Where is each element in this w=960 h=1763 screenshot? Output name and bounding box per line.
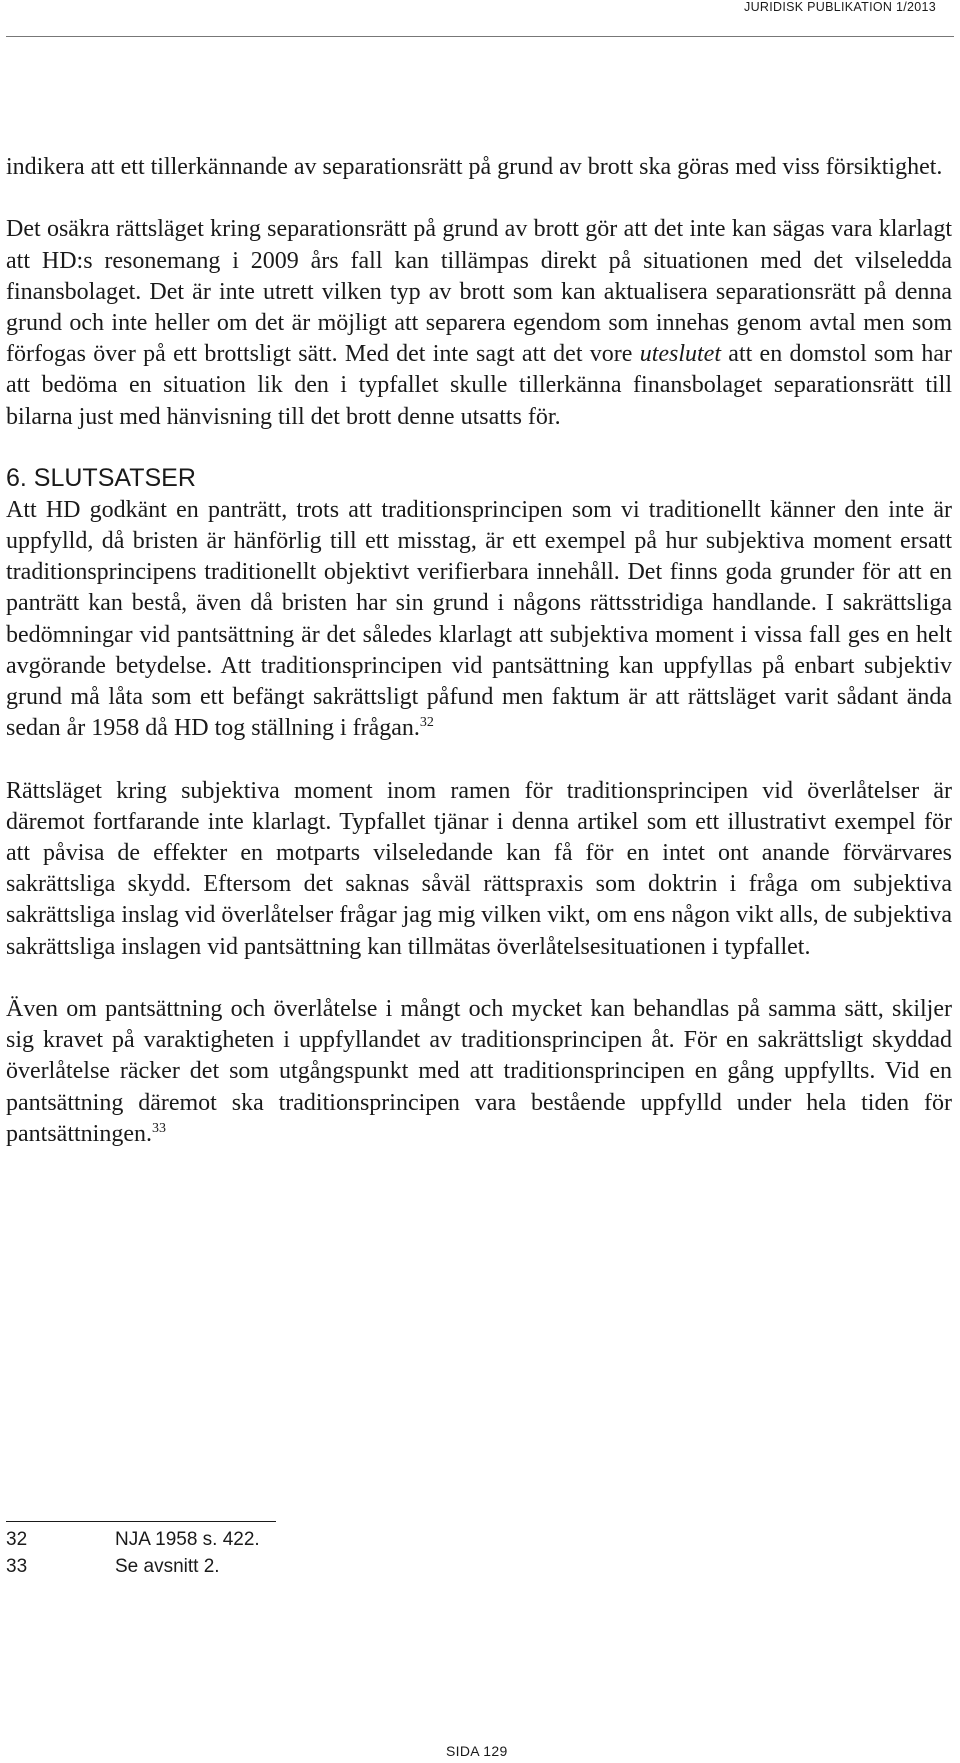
footnote-text: NJA 1958 s. 422. xyxy=(115,1529,260,1550)
paragraph xyxy=(6,495,952,745)
paragraph: Rättsläget kring subjektiva moment inom ramen för traditionsprincipen vid överlåtelser är däremot fortfarande inte klarlagt. Typfallet tjänar i denna artikel som ett illustrativt exempel för att påvisa de effekter en motparts vilseledande kan få för en intet ont anande förvärvares sakrättsliga skydd. Eftersom det saknas såväl rättspraxis som doktrin i fråga om subjektiva sakrättsliga inslag vid överlåtelser frågar jag mig vilken vikt, om ens någon vikt alls, de subjektiva sakrättsliga inslagen vid pantsättning kan tillmätas överlåtelsesituationen i typfallet. xyxy=(6,777,952,960)
page-number: SIDA 129 xyxy=(446,1743,508,1759)
footnote-text: Se avsnitt 2. xyxy=(115,1556,220,1577)
running-header: JURIDISK PUBLIKATION 1/2013 xyxy=(744,0,936,14)
paragraph xyxy=(6,214,952,432)
footnote-number: 33 xyxy=(6,1556,28,1577)
paragraph xyxy=(6,994,952,1150)
section-heading: 6. SLUTSATSER xyxy=(6,463,196,492)
paragraph-text: Att HD godkänt en panträtt, trots att traditionsprincipen som vi traditionellt känner den inte är uppfylld, då bristen är hänförlig till ett misstag, är ett exempel på hur subjektiva moment ersatt traditionsprincipens traditionellt objektivt verifierbara innehåll. Det finns goda grunder för att en panträtt kan bestå, även då bristen har sin grund i någons rättsstridiga handlande. I sakrättsliga bedömningar vid pantsättning är det således klarlagt att subjektiva moment i vissa fall ges en helt avgörande betydelse. Att traditionsprincipen vid pantsättning kan uppfyllas på enbart subjektiv grund må låta som ett befängt sakrättsligt påfund men faktum är att rättsläget varit sådant ända sedan år 1958 då HD tog ställning i frågan. xyxy=(6,496,952,742)
header-divider xyxy=(6,36,954,37)
footnote xyxy=(6,1553,260,1580)
emphasized-word: uteslutet xyxy=(639,341,722,368)
paragraph-text: att en domstol som har att bedöma en situation lik den i typfallet skulle tillerkänna finansbolaget separationsrätt till bilarna just med hänvisning till det brott denne utsatts för. xyxy=(6,341,953,430)
footnote-reference: 32 xyxy=(419,715,434,731)
footnotes xyxy=(6,1526,260,1580)
article-body xyxy=(6,152,952,1150)
paragraph-text: Det osäkra rättsläget kring separationsrätt på grund av brott gör att det inte kan sägas vara klarlagt att HD:s resonemang i 2009 års fall kan tillämpas direkt på situationen med det vilseledda finansbolaget. Det är inte utrett vilken typ av brott som kan aktualisera separationsrätt på denna grund och inte heller om det är möjligt att separera egendom som innehas genom avtal men som förfogas över på ett brottsligt sätt. Med det inte sagt att det vore xyxy=(6,216,952,368)
paragraph: indikera att ett tillerkännande av separationsrätt på grund av brott ska göras med viss försiktighet. xyxy=(6,154,943,180)
footnote-divider xyxy=(6,1521,276,1522)
footnote xyxy=(6,1526,260,1553)
footnote-number: 32 xyxy=(6,1529,28,1550)
footnote-reference: 33 xyxy=(151,1120,166,1136)
paragraph-text: Även om pantsättning och överlåtelse i mångt och mycket kan behandlas på samma sätt, skiljer sig kravet på varaktigheten i uppfyllandet av traditionsprincipen åt. För en sakrättsligt skyddad överlåtelse räcker det som utgångspunkt med att traditionsprincipen en gång uppfyllts. Vid en pantsättning däremot ska traditionsprincipen vara bestående uppfylld under hela tiden för pantsättningen. xyxy=(6,996,952,1147)
